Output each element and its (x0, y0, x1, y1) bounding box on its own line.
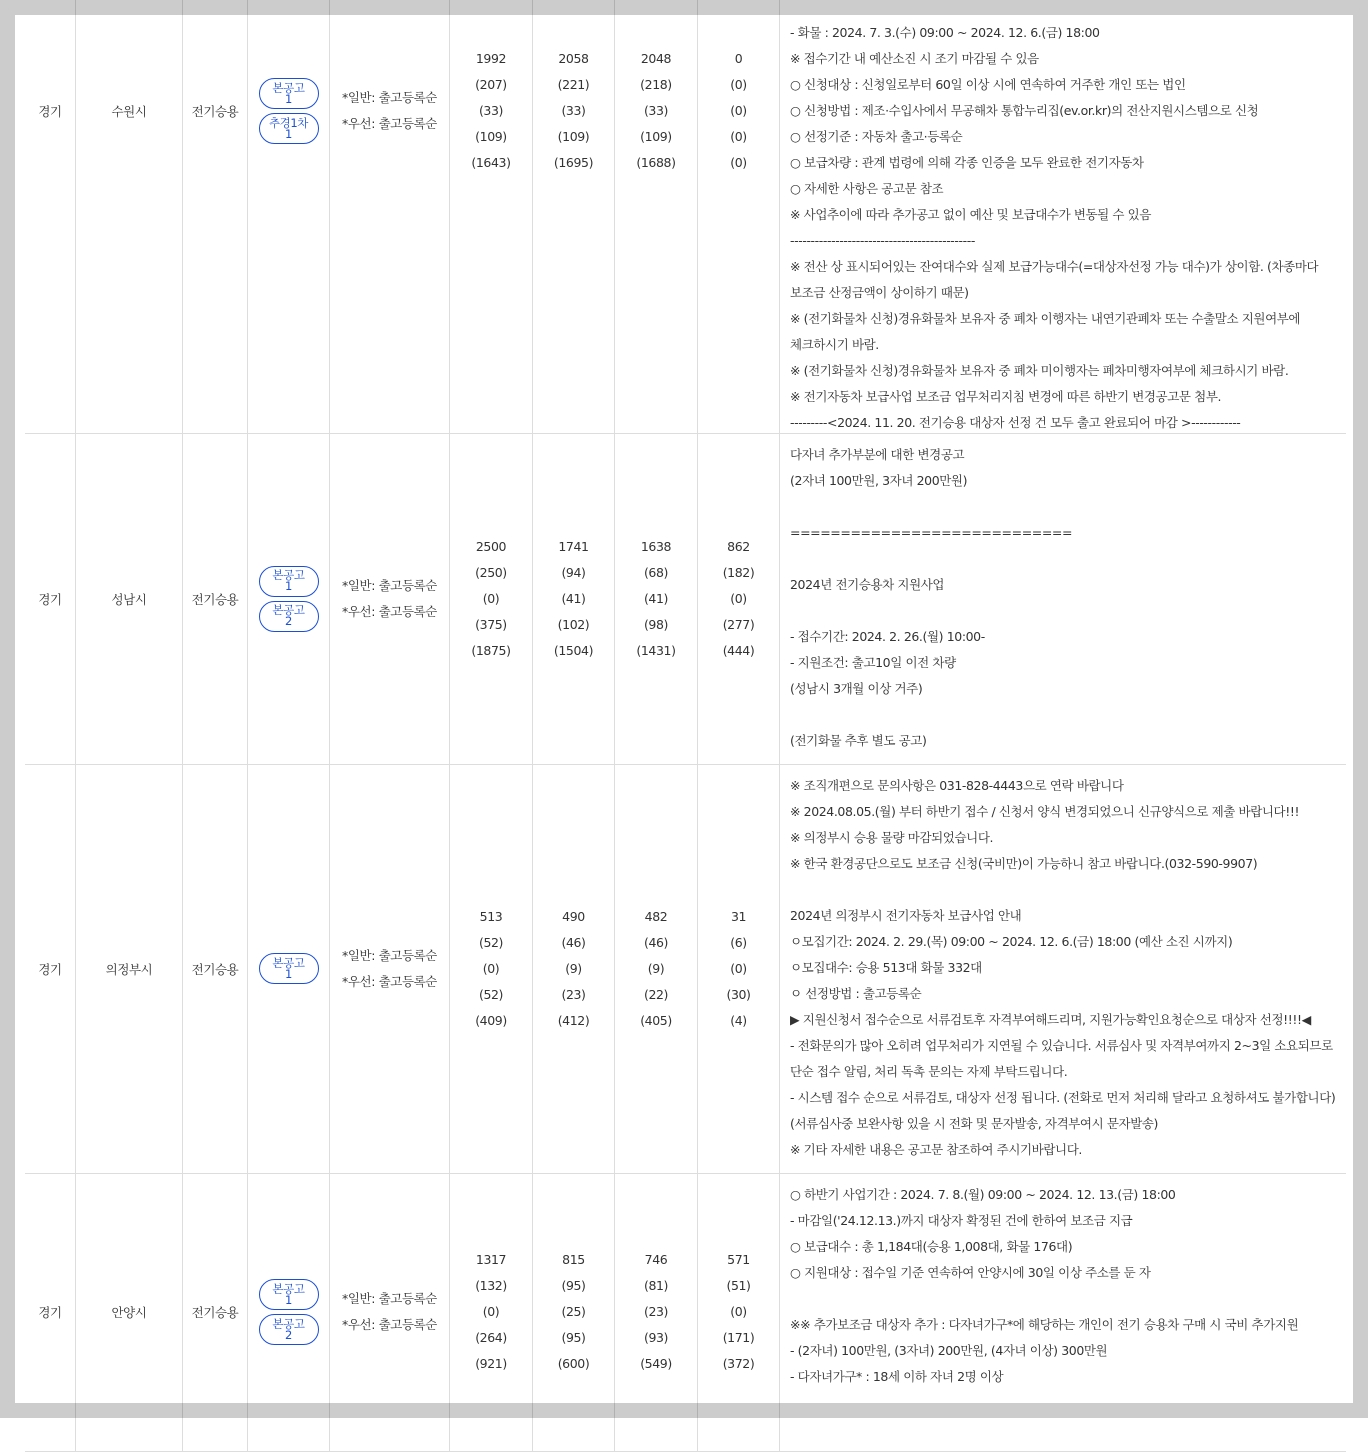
notes-text (790, 442, 1338, 754)
vehicle-type-cell (183, 0, 248, 433)
badge-label: 본공고 (272, 955, 305, 970)
count-value: (109) (475, 129, 507, 144)
selection-methods (342, 573, 437, 625)
notes-line (790, 546, 1338, 572)
city-text: 수원시 (111, 104, 147, 119)
notes-line: (성남시 3개월 이상 거주) (790, 681, 923, 696)
notes-line: ※ 의정부시 승용 물량 마감되었습니다. (790, 830, 994, 845)
notes-text (790, 773, 1338, 1163)
vehicle-type-text: 전기승용 (191, 104, 239, 119)
count-value: (207) (475, 77, 507, 92)
overlay-bottom (0, 1403, 1368, 1418)
count-value: (0) (730, 960, 747, 976)
count-value: (0) (482, 960, 500, 976)
count-value: (68) (643, 564, 669, 580)
table-row (25, 764, 1346, 1174)
count-value: (1875) (471, 642, 511, 658)
notice-badge-button[interactable] (259, 78, 319, 109)
selection-method-text: *일반: 출고등록순 (342, 577, 437, 593)
count-cell-1 (450, 764, 533, 1173)
notice-badge-button[interactable] (259, 113, 319, 144)
notes-line: 체크하시기 바람. (790, 337, 879, 352)
count-cell-1 (450, 0, 533, 433)
count-values (554, 534, 593, 664)
selection-method-text: *우선: 출고등록순 (342, 1317, 437, 1332)
selection-method-cell (330, 764, 450, 1173)
count-value: 2048 (640, 51, 672, 66)
notes-line: 2024년 의정부시 전기자동차 보급사업 안내 (790, 908, 1022, 923)
count-cell-2 (533, 433, 615, 764)
count-value: 862 (727, 538, 750, 554)
region-text: 경기 (38, 1305, 62, 1320)
notes-cell (780, 0, 1346, 433)
notice-badge-button[interactable] (259, 1314, 319, 1345)
count-cell-3 (615, 0, 698, 433)
count-value: (250) (475, 564, 507, 580)
count-value: (0) (482, 1304, 500, 1319)
count-value: (23) (643, 1304, 669, 1319)
count-value: 815 (562, 1252, 585, 1267)
count-cell-4 (698, 764, 780, 1173)
notes-line: ㅇ 선정방법 : 출고등록순 (790, 986, 922, 1001)
count-values (636, 534, 675, 664)
notes-line: ※ 전기자동차 보급사업 보조금 업무처리지침 변경에 따른 하반기 변경공고문 첨부. (790, 389, 1222, 404)
selection-method-text: *우선: 출고등록순 (342, 973, 437, 989)
count-values (636, 46, 675, 176)
notice-cell (248, 764, 330, 1173)
count-value: (25) (561, 1304, 586, 1319)
city-cell (76, 433, 183, 764)
selection-method-text: *일반: 출고등록순 (342, 90, 437, 105)
count-value: (0) (730, 103, 747, 118)
notes-line: (전기화물 추후 별도 공고) (790, 733, 927, 748)
count-value: (218) (640, 77, 672, 92)
count-value: (95) (561, 1330, 586, 1345)
notes-line (790, 494, 1338, 520)
count-value: (372) (722, 1356, 755, 1371)
notes-line: - 접수기간: 2024. 2. 26.(월) 10:00- (790, 629, 985, 644)
region-text: 경기 (38, 104, 62, 119)
notes-line: ○ 자세한 사항은 공고문 참조 (790, 181, 944, 196)
region-text: 경기 (38, 961, 62, 977)
count-value: (132) (475, 1278, 507, 1293)
count-value: (264) (475, 1330, 507, 1345)
count-value: 2500 (475, 538, 507, 554)
count-value: (1688) (636, 155, 676, 170)
vehicle-type-cell (183, 764, 248, 1173)
selection-method-text: *우선: 출고등록순 (342, 116, 437, 131)
region-cell (25, 0, 76, 433)
region-cell (25, 764, 76, 1173)
badge-label: 본공고 (272, 1316, 305, 1331)
notes-line (790, 702, 1338, 728)
count-value: (33) (643, 103, 669, 118)
notes-line: --------------------------------------------- (790, 233, 975, 248)
notes-line: ---------<2024. 11. 20. 전기승용 대상자 선정 건 모두 출고 완료되어 마감 >------------ (790, 415, 1241, 430)
notice-badges (259, 78, 319, 144)
count-value: (1643) (471, 155, 511, 170)
notes-line (790, 877, 1338, 903)
notes-cell (780, 764, 1346, 1173)
notes-line: ○ 신청대상 : 신청일로부터 60일 이상 시에 연속하여 거주한 개인 또는 법인 (790, 77, 1186, 92)
notes-line: ▶ 지원신청서 접수순으로 서류검토후 자격부여해드리며, 지원가능확인요청순으로 대상자 선정!!!!◀ (790, 1012, 1311, 1027)
count-cell-3 (615, 764, 698, 1173)
count-value: 490 (562, 908, 585, 924)
count-value: 513 (479, 908, 503, 924)
count-value: (81) (643, 1278, 669, 1293)
count-value: (375) (475, 616, 507, 632)
notice-badges (259, 1279, 319, 1345)
count-value: (9) (647, 960, 665, 976)
count-value: (98) (643, 616, 669, 632)
notes-line: 2024년 전기승용차 지원사업 (790, 577, 945, 592)
count-cell-2 (533, 0, 615, 433)
notice-cell (248, 0, 330, 433)
count-value: (33) (478, 103, 504, 118)
notes-line: - 화물 : 2024. 7. 3.(수) 09:00 ~ 2024. 12. 6.(금) 18:00 (790, 25, 1100, 40)
count-value: 1992 (475, 51, 507, 66)
notes-line: ※ 전산 상 표시되어있는 잔여대수와 실제 보급가능대수(=대상자선정 가능 대수)가 상이함. (차종마다 (790, 259, 1319, 274)
notes-line (790, 1286, 1338, 1312)
count-cell-4 (698, 0, 780, 433)
notes-line: ○ 신청방법 : 제조·수입사에서 무공해차 통합누리집(ev.or.kr)의 전산지원시스템으로 신청 (790, 103, 1259, 118)
count-value: (171) (722, 1330, 755, 1345)
notes-line: 보조금 산정금액이 상이하기 때문) (790, 285, 969, 300)
notes-line: 다자녀 추가부분에 대한 변경공고 (790, 447, 965, 462)
count-value: (0) (730, 77, 747, 92)
count-value: (549) (640, 1356, 672, 1371)
notes-cell (780, 433, 1346, 764)
count-cell-3 (615, 433, 698, 764)
vehicle-type-cell (183, 433, 248, 764)
table-row (25, 433, 1346, 765)
count-value: (41) (561, 590, 586, 606)
count-value: (30) (726, 986, 751, 1002)
count-value: 1638 (640, 538, 672, 554)
notice-badge-button[interactable] (259, 1279, 319, 1310)
count-value: (409) (475, 1012, 507, 1028)
overlay-left (0, 15, 15, 1403)
region-cell (25, 433, 76, 764)
notes-line: ※ 기타 자세한 내용은 공고문 참조하여 주시기바랍니다. (790, 1142, 1082, 1157)
notes-line: (2자녀 100만원, 3자녀 200만원) (790, 473, 968, 488)
count-value: 2058 (558, 51, 589, 66)
notice-cell (248, 433, 330, 764)
notes-line: 단순 접수 알림, 처리 독촉 문의는 자제 부탁드립니다. (790, 1064, 1068, 1079)
badge-label: 본공고 (272, 603, 305, 617)
notes-line: ※ 조직개편으로 문의사항은 031-828-4443으로 연락 바랍니다 (790, 778, 1124, 793)
notes-line: - 전화문의가 많아 오히려 업무처리가 지연될 수 있습니다. 서류심사 및 자격부여까지 2~3일 소요되므로 (790, 1038, 1333, 1053)
count-value: (95) (561, 1278, 586, 1293)
notes-line: ※ 사업추이에 따라 추가공고 없이 예산 및 보급대수가 변동될 수 있음 (790, 207, 1152, 222)
selection-methods (342, 85, 437, 137)
count-value: (94) (561, 564, 586, 580)
count-values (475, 904, 507, 1034)
count-value: (23) (561, 986, 586, 1002)
notes-line: ※ 접수기간 내 예산소진 시 조기 마감될 수 있음 (790, 51, 1039, 66)
count-values (640, 1247, 672, 1377)
count-values (723, 1247, 755, 1377)
badge-label: 본공고 (272, 568, 305, 582)
count-value: 482 (644, 908, 668, 924)
count-value: (4) (730, 1012, 747, 1028)
count-value: (1504) (553, 642, 594, 658)
overlay-right (1353, 15, 1368, 1403)
count-value: (600) (557, 1356, 590, 1371)
count-cell-4 (698, 433, 780, 764)
count-cell-2 (533, 764, 615, 1173)
notes-line: ※ 2024.08.05.(월) 부터 하반기 접수 / 신청서 양식 변경되었으니 신규양식으로 제출 바랍니다!!! (790, 804, 1300, 819)
notice-badge-button[interactable] (259, 566, 319, 597)
count-value: 1741 (558, 538, 589, 554)
count-value: (109) (640, 129, 672, 144)
count-value: (109) (557, 129, 590, 144)
notes-line: ○ 보급대수 : 총 1,184대(승용 1,008대, 화물 176대) (790, 1239, 1073, 1254)
notes-line: ○ 선정기준 : 자동차 출고·등록순 (790, 129, 963, 144)
count-values (554, 46, 593, 176)
count-value: (0) (730, 1304, 747, 1319)
selection-methods (342, 943, 437, 995)
notes-text (790, 20, 1338, 436)
badge-number: 1 (285, 91, 292, 106)
selection-method-text: *우선: 출고등록순 (342, 603, 437, 619)
notes-line: ○ 지원대상 : 접수일 기준 연속하여 안양시에 30일 이상 주소를 둔 자 (790, 1265, 1151, 1280)
badge-number: 2 (285, 1327, 292, 1342)
count-value: 746 (644, 1252, 668, 1267)
count-value: (46) (643, 934, 669, 950)
badge-number: 1 (285, 1292, 292, 1307)
count-value: (6) (730, 934, 747, 950)
count-values (726, 904, 750, 1034)
notes-line: ㅇ모집대수: 승용 513대 화물 332대 (790, 960, 982, 975)
vehicle-type-text: 전기승용 (191, 591, 239, 607)
count-value: (221) (557, 77, 590, 92)
selection-method-text: *일반: 출고등록순 (342, 947, 437, 963)
region-text: 경기 (38, 591, 62, 607)
notes-line: - 시스템 접수 순으로 서류검토, 대상자 선정 됩니다. (전화로 먼저 처리해 달라고 요청하셔도 불가합니다) (790, 1090, 1336, 1105)
count-value: 1317 (475, 1252, 507, 1267)
badge-number: 1 (285, 966, 292, 981)
selection-method-text: *일반: 출고등록순 (342, 1291, 437, 1306)
notice-badges (259, 953, 319, 984)
selection-methods (342, 1286, 437, 1338)
count-values (558, 904, 590, 1034)
notes-line: ○ 보급차량 : 관계 법령에 의해 각종 인증을 모두 완료한 전기자동차 (790, 155, 1144, 170)
count-values (640, 904, 672, 1034)
count-value: (277) (722, 616, 755, 632)
notice-badges (259, 566, 319, 632)
count-values (471, 46, 510, 176)
badge-number: 1 (285, 579, 292, 593)
count-value: 0 (734, 51, 743, 66)
notes-line: - 지원조건: 출고10일 이전 차량 (790, 655, 956, 670)
overlay-top (0, 0, 1368, 15)
count-value: (0) (730, 155, 747, 170)
notes-line: ㅇ모집기간: 2024. 2. 29.(목) 09:00 ~ 2024. 12. 6.(금) 18:00 (예산 소진 시까지) (790, 934, 1233, 949)
count-value: (1431) (636, 642, 676, 658)
badge-number: 2 (285, 614, 292, 628)
badge-label: 추경1차 (268, 115, 309, 130)
notes-line: - 마감일('24.12.13.)까지 대상자 확정된 건에 한하여 보조금 지급 (790, 1213, 1133, 1228)
notes-line: ============================ (790, 525, 1073, 540)
badge-label: 본공고 (272, 1281, 305, 1296)
count-cell-1 (450, 433, 533, 764)
count-values (558, 1247, 590, 1377)
count-value: (102) (557, 616, 590, 632)
count-values (723, 534, 755, 664)
notes-line: (서류심사중 보완사항 있을 시 전화 및 문자발송, 자격부여시 문자발송) (790, 1116, 1159, 1131)
city-cell (76, 0, 183, 433)
count-value: 31 (730, 908, 747, 924)
city-cell (76, 764, 183, 1173)
vehicle-type-text: 전기승용 (191, 1305, 239, 1320)
count-value: (51) (726, 1278, 751, 1293)
count-values (475, 1247, 507, 1377)
count-value: (412) (557, 1012, 590, 1028)
badge-number: 1 (285, 126, 292, 141)
notes-text (790, 1182, 1338, 1390)
count-value: (52) (478, 934, 504, 950)
count-value: (33) (561, 103, 586, 118)
count-values (730, 46, 747, 176)
city-text: 의정부시 (105, 961, 153, 977)
count-value: (921) (475, 1356, 507, 1371)
count-value: (444) (722, 642, 755, 658)
selection-method-cell (330, 0, 450, 433)
count-value: (22) (643, 986, 669, 1002)
count-value: (405) (640, 1012, 672, 1028)
badge-label: 본공고 (272, 80, 305, 95)
notes-line: ※ (전기화물차 신청)경유화물차 보유자 중 폐차 미이행자는 폐차미행자여부에 체크하시기 바람. (790, 363, 1289, 378)
count-value: (41) (643, 590, 669, 606)
count-value: (52) (478, 986, 504, 1002)
city-text: 안양시 (111, 1305, 147, 1320)
count-value: (0) (730, 590, 747, 606)
count-value: (1695) (553, 155, 594, 170)
notes-line: - 다자녀가구* : 18세 이하 자녀 2명 이상 (790, 1369, 1004, 1384)
count-values (471, 534, 510, 664)
vehicle-type-text: 전기승용 (191, 961, 239, 977)
count-value: (182) (722, 564, 755, 580)
table-row (25, 0, 1346, 434)
count-value: (0) (482, 590, 500, 606)
count-value: (0) (730, 129, 747, 144)
selection-method-cell (330, 433, 450, 764)
notes-line: ※※ 추가보조금 대상자 추가 : 다자녀가구*에 해당하는 개인이 전기 승용차 구매 시 국비 추가지원 (790, 1317, 1299, 1332)
count-value: (93) (643, 1330, 669, 1345)
notice-badge-button[interactable] (259, 601, 319, 632)
city-text: 성남시 (111, 591, 147, 607)
notes-line: ※ (전기화물차 신청)경유화물차 보유자 중 폐차 이행자는 내연기관폐차 또는 수출말소 지원여부에 (790, 311, 1301, 326)
notice-badge-button[interactable] (259, 953, 319, 984)
notes-line: - (2자녀) 100만원, (3자녀) 200만원, (4자녀 이상) 300만원 (790, 1343, 1108, 1358)
notes-line: ○ 하반기 사업기간 : 2024. 7. 8.(월) 09:00 ~ 2024. 12. 13.(금) 18:00 (790, 1187, 1176, 1202)
count-value: (9) (565, 960, 582, 976)
notes-line: ※ 한국 환경공단으로도 보조금 신청(국비만)이 가능하니 참고 바랍니다.(032-590-9907) (790, 856, 1258, 871)
notes-line (790, 598, 1338, 624)
count-value: (46) (561, 934, 586, 950)
count-value: 571 (727, 1252, 750, 1267)
